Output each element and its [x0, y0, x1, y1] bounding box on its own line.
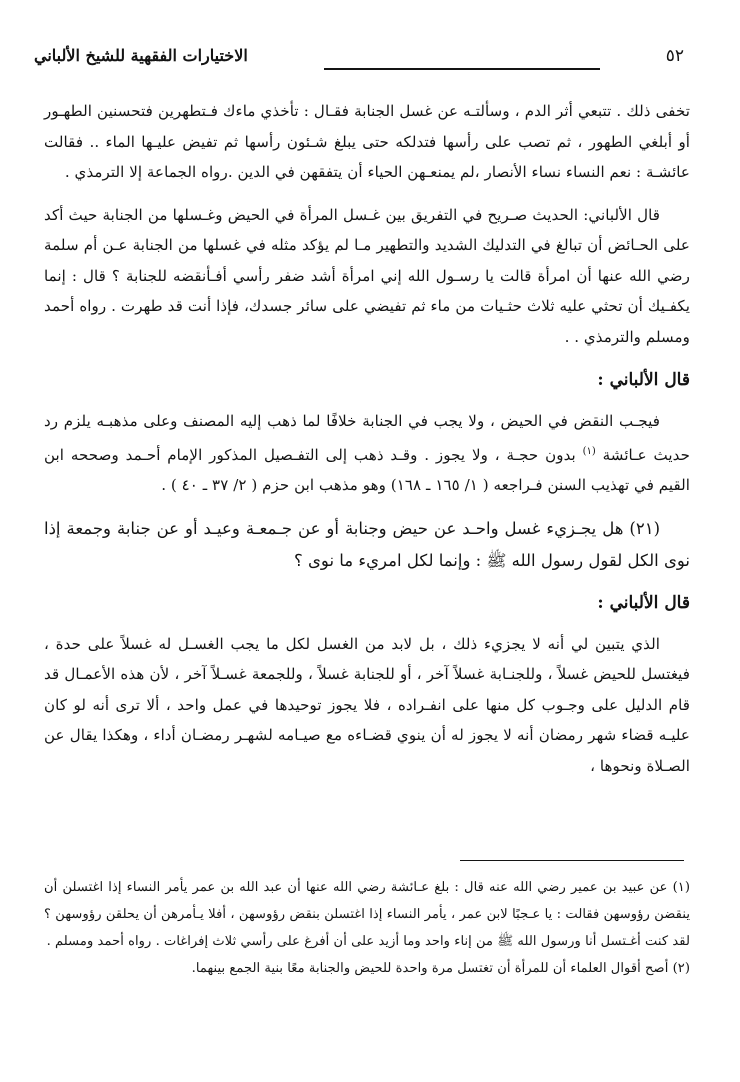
footnote-2: (٢) أصح أقوال العلماء أن للمرأة أن تغتسل مرة واحدة للحيض والجنابة معًا بنية الجمع بينهما.	[191, 961, 690, 976]
paragraph-naqd-part1: فيجـب النقض في الحيض ، ولا يجب في الجنابة خلافًا لما ذهب إليه المصنف وعلى مذهبـه يلزم رد حديث عـائشة	[44, 412, 691, 464]
page-number: ٥٢	[665, 46, 684, 66]
header-rule	[324, 68, 600, 70]
footnotes	[44, 874, 690, 982]
paragraph-answer: الذي يتبين لي أنه لا يجزيء ذلك ، بل لابد من الغسل لكل ما يجب الغسـل له غسلاً على حدة ، فيغتسل للحيض غسلاً ، وللجنـابة غسلاً آخر ، أو للجنابة غسلاً ، وللجمعة غسـلاً آخر ، لأن هذه الأعمـال قد قام الدليل على وجـوب كل منها على انفـراده ، فلا يجوز توحيدها في عمل واحد ، ألا ترى أنه لو كان عليـه قضاء شهر رمضان أنه لا يجوز له أن ينوي قضـاءه مع صيـامه لشهـر رمضـان أداء ، وهكذا يقال عن الصـلاة ونحوها ،	[44, 634, 690, 775]
section-heading-2: قال الألباني :	[597, 592, 690, 613]
footnote-ref-1: (١)	[582, 445, 596, 457]
paragraph-naqd	[44, 406, 690, 501]
page-header	[34, 46, 684, 74]
paragraph-hadith-continuation: تخفى ذلك . تتبعي أثر الدم ، وسألتـه عن غسل الجنابة فقـال : تأخذي ماءك فـتطهرين فتحسنين الطهـور أو أبلغي الطهور ، ثم تصب على رأسها فتدلكه حتى يبلغ شـئون رأسها ثم تفيض عليـها الماء .. فقالت عائشـة : نعم النساء نساء الأنصار ،لم يمنعـهن الحياء أن يتفقهن في الدين .رواه الجماعة إلا الترمذي .	[44, 102, 690, 181]
footnote-1: (١) عن عبيد بن عمير رضي الله عنه قال : بلغ عـائشة رضي الله عنها أن عبد الله بن عمر يأمر النساء إذا اغتسلن أن ينقضن رؤوسهن فقالت : يا عـجبًا لابن عمر ، يأمر النساء إذا اغتسلن بنقض رؤوسهن ، أفلا يـأمرهن أن يحلقن رؤوسهن ؟ لقد كنت أغـتسل أنا ورسول الله ﷺ من إناء واحد وما أزيد على أن أفرغ على رأسي ثلاث إفراغات . رواه أحمد ومسلم .	[44, 880, 690, 949]
running-title: الاختيارات الفقهية للشيخ الألباني	[34, 46, 248, 65]
footnote-divider	[460, 860, 684, 861]
paragraph-albani-comment: قال الألباني: الحديث صـريح في التفريق بين غـسل المرأة في الحيض وغـسلها من الجنابة حيث أكد على الحـائض أن تبالغ في التدليك الشديد والتطهير مـا لم يؤكد مثله في غسلها من الجنابة عـن أم سلمة رضي الله عنها أن امرأة قالت يا رسـول الله إني امرأة أشد ضفر رأسي أفـأنقضه للجنابة ؟ قال : إنما يكفـيك أن تحثي عليه ثلاث حثـيات من ماء ثم تفيضي على سائر جسدك، فإذا أنت قد طهرت . رواه أحمد ومسلم والترمذي . .	[44, 205, 690, 346]
page-body	[44, 96, 690, 793]
paragraph-naqd-part2: بدون حجـة ، ولا يجوز . وقـد ذهب إلى التفـصيل المذكور الإمام أحـمد وصححه ابن القيم في تهذيب السنن فـراجعه ( ١/ ١٦٥ ـ ١٦٨) وهو مذهب ابن حزم ( ٢/ ٣٧ ـ ٤٠ ) .	[44, 445, 690, 495]
section-heading: قال الألباني :	[597, 370, 690, 390]
question-21: (٢١) هل يجـزيء غسل واحـد عن حيض وجنابة أو عن جـمعـة وعيـد أو عن جنابة وجمعة إذا نوى الكل لقول رسول الله ﷺ : وإنما لكل امريء ما نوى ؟	[44, 518, 690, 570]
